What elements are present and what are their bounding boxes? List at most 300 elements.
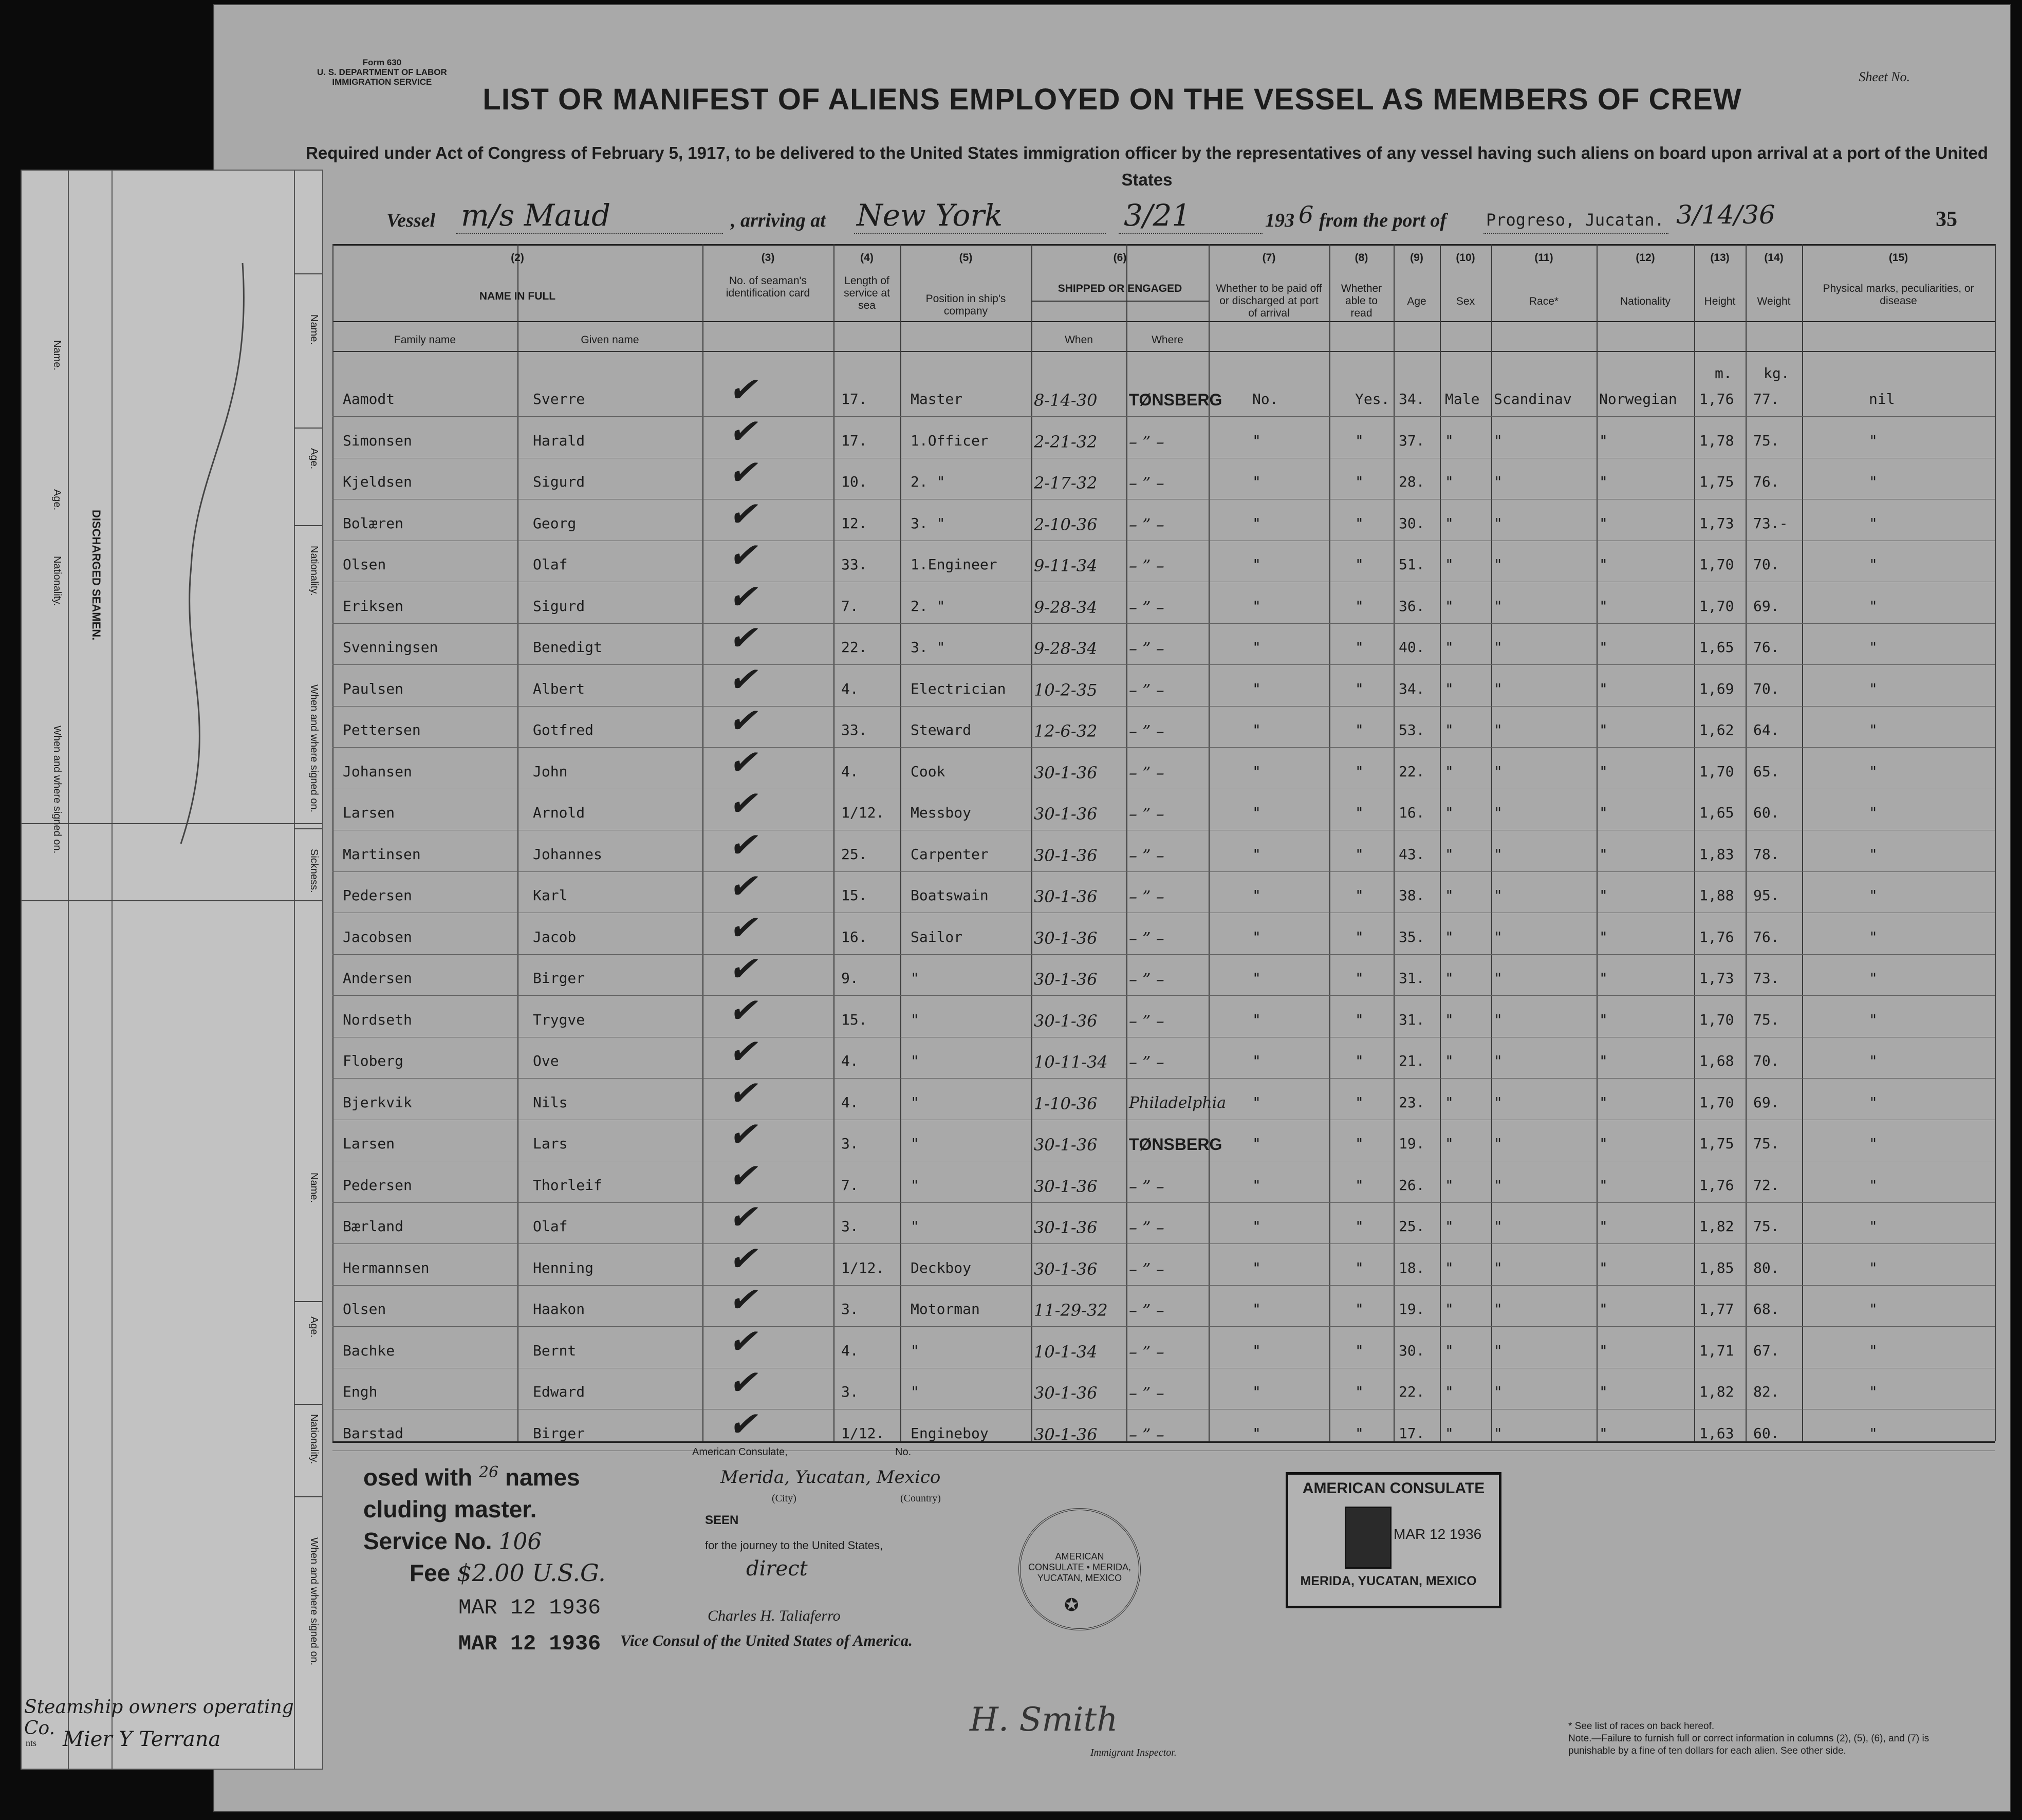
race-cell: "	[1494, 1135, 1502, 1152]
col-8-number: (8)	[1355, 252, 1368, 264]
curve-line-icon	[119, 258, 284, 849]
race-cell: "	[1494, 432, 1502, 449]
height-header: Height	[1704, 295, 1736, 307]
height-cell: 1,69	[1699, 680, 1734, 697]
service-cell: 15.	[841, 887, 867, 904]
able-read-cell: "	[1355, 1383, 1364, 1400]
sex-cell: "	[1445, 597, 1454, 615]
race-cell: "	[1494, 845, 1502, 863]
col-12-number: (12)	[1636, 252, 1655, 264]
sex-cell: "	[1445, 432, 1454, 449]
height-cell: 1,62	[1699, 721, 1734, 738]
race-cell: Scandinav	[1494, 391, 1572, 407]
where-cell: – ” –	[1129, 1259, 1164, 1279]
able-read-cell: "	[1355, 1176, 1364, 1194]
height-cell: 1,73	[1699, 970, 1734, 987]
age-cell: 25.	[1399, 1218, 1425, 1235]
marks-cell: "	[1869, 1093, 1878, 1111]
where-cell: TØNSBERG	[1129, 391, 1222, 409]
where-cell: – ” –	[1129, 597, 1164, 617]
nationality-cell: "	[1599, 928, 1608, 945]
weight-cell: 75.	[1753, 432, 1779, 449]
when-cell: 8-14-30	[1034, 391, 1098, 410]
service-cell: 3.	[841, 1135, 859, 1152]
position-cell: "	[911, 1342, 919, 1359]
service-cell: 4.	[841, 1093, 859, 1111]
position-cell: 3. "	[911, 639, 945, 656]
weight-cell: 67.	[1753, 1342, 1779, 1359]
id-card-check-icon: ✔	[728, 494, 757, 534]
footnotes	[1568, 1720, 1974, 1757]
age-cell: 40.	[1399, 639, 1425, 656]
paid-off-cell: "	[1252, 804, 1261, 821]
document-title: LIST OR MANIFEST OF ALIENS EMPLOYED ON THE VESSEL AS MEMBERS OF CREW	[483, 83, 1742, 116]
position-cell: "	[911, 1383, 919, 1400]
height-cell: 1,70	[1699, 763, 1734, 780]
given-name-cell: Georg	[533, 514, 577, 532]
weight-cell: 60.	[1753, 804, 1779, 821]
race-cell: "	[1494, 887, 1502, 904]
paid-off-cell: "	[1252, 845, 1261, 863]
id-card-check-icon: ✔	[728, 1156, 757, 1196]
fee-label: Fee	[410, 1559, 451, 1586]
marks-cell: "	[1869, 680, 1878, 697]
id-card-check-icon: ✔	[728, 453, 757, 492]
consul-name: Charles H. Taliaferro	[708, 1607, 841, 1624]
family-name-cell: Martinsen	[343, 845, 421, 863]
weight-cell: 73.-	[1753, 514, 1788, 532]
able-read-cell: "	[1355, 432, 1364, 449]
sex-cell: "	[1445, 1383, 1454, 1400]
given-name-cell: Jacob	[533, 928, 577, 945]
race-cell: "	[1494, 680, 1502, 697]
discharged-seamen-flap	[21, 170, 323, 1770]
when-cell: 10-1-34	[1034, 1342, 1098, 1362]
service-cell: 9.	[841, 970, 859, 987]
fee-stamp-icon	[1345, 1507, 1392, 1569]
col-9-number: (9)	[1410, 252, 1423, 264]
agents-prefix: nts	[26, 1738, 37, 1748]
when-cell: 9-11-34	[1034, 556, 1098, 575]
id-card-check-icon: ✔	[728, 990, 757, 1030]
service-cell: 10.	[841, 473, 867, 490]
where-cell: – ” –	[1129, 556, 1164, 575]
given-name-cell: Ove	[533, 1052, 559, 1069]
from-port-label: from the port of	[1319, 210, 1447, 231]
weight-cell: 60.	[1753, 1424, 1779, 1442]
able-read-cell: "	[1355, 1259, 1364, 1276]
position-cell: "	[911, 1093, 919, 1111]
year-suffix: 6	[1298, 201, 1314, 229]
weight-cell: 75.	[1753, 1135, 1779, 1152]
height-cell: 1,83	[1699, 845, 1734, 863]
able-read-header: Whether able to read	[1341, 283, 1382, 319]
height-cell: 1,73	[1699, 514, 1734, 532]
arriving-port: New York	[857, 198, 1003, 233]
marks-header: Physical marks, peculiarities, or disease	[1823, 283, 1974, 307]
service-cell: 1/12.	[841, 1424, 885, 1442]
paid-off-cell: "	[1252, 473, 1261, 490]
department-label: U. S. DEPARTMENT OF LABOR	[317, 67, 447, 77]
family-name-cell: Floberg	[343, 1052, 404, 1069]
age-cell: 23.	[1399, 1093, 1425, 1111]
id-card-check-icon: ✔	[728, 370, 757, 410]
id-card-header: No. of seaman's identification card	[726, 275, 810, 299]
col-5-number: (5)	[959, 252, 973, 264]
when-cell: 30-1-36	[1034, 1176, 1098, 1196]
age-cell: 17.	[1399, 1424, 1425, 1442]
given-name-cell: Lars	[533, 1135, 568, 1152]
nationality-cell: "	[1599, 970, 1608, 987]
weight-cell: 70.	[1753, 1052, 1779, 1069]
height-cell: 1,88	[1699, 887, 1734, 904]
shipped-header: SHIPPED OR ENGAGED	[1058, 283, 1182, 294]
weight-cell: 69.	[1753, 597, 1779, 615]
paid-off-cell: "	[1252, 1218, 1261, 1235]
height-cell: 1,76	[1699, 391, 1734, 407]
given-name-cell: Arnold	[533, 804, 585, 821]
departure-date: 3/14/36	[1676, 200, 1775, 230]
sex-cell: "	[1445, 556, 1454, 573]
when-header: When	[1065, 334, 1093, 346]
where-cell: – ” –	[1129, 639, 1164, 658]
family-name-cell: Larsen	[343, 1135, 395, 1152]
paid-off-cell: "	[1252, 514, 1261, 532]
height-cell: 1,76	[1699, 1176, 1734, 1194]
service-cell: 17.	[841, 432, 867, 449]
consulate-place: Merida, Yucatan, Mexico	[720, 1467, 941, 1488]
service-cell: 33.	[841, 721, 867, 738]
consul-title: Vice Consul of the United States of America.	[620, 1631, 913, 1649]
family-name-cell: Paulsen	[343, 680, 404, 697]
service-cell: 3.	[841, 1383, 859, 1400]
race-cell: "	[1494, 1052, 1502, 1069]
paid-off-cell: "	[1252, 928, 1261, 945]
names-label: names	[505, 1464, 580, 1491]
age-cell: 31.	[1399, 1011, 1425, 1028]
position-cell: Master	[911, 391, 963, 407]
sex-cell: "	[1445, 763, 1454, 780]
given-name-cell: Sverre	[533, 391, 585, 407]
service-cell: 25.	[841, 845, 867, 863]
col-4-number: (4)	[860, 252, 874, 264]
weight-cell: 78.	[1753, 845, 1779, 863]
id-card-check-icon: ✔	[728, 1115, 757, 1154]
family-name-cell: Larsen	[343, 804, 395, 821]
age-cell: 30.	[1399, 514, 1425, 532]
family-name-cell: Nordseth	[343, 1011, 412, 1028]
when-cell: 12-6-32	[1034, 721, 1098, 741]
nationality-cell: "	[1599, 514, 1608, 532]
marks-cell: "	[1869, 721, 1878, 738]
paid-off-cell: "	[1252, 970, 1261, 987]
fee-value: $2.00 U.S.G.	[457, 1559, 606, 1587]
able-read-cell: "	[1355, 556, 1364, 573]
age-cell: 22.	[1399, 1383, 1425, 1400]
age-cell: 28.	[1399, 473, 1425, 490]
age-cell: 21.	[1399, 1052, 1425, 1069]
marks-cell: "	[1869, 1176, 1878, 1194]
sex-cell: "	[1445, 928, 1454, 945]
when-cell: 2-10-36	[1034, 514, 1098, 534]
able-read-cell: "	[1355, 845, 1364, 863]
position-cell: 2. "	[911, 473, 945, 490]
flap-when-where-label: When and where signed on.	[308, 684, 320, 813]
nationality-cell: "	[1599, 1093, 1608, 1111]
nationality-header: Nationality	[1620, 295, 1671, 307]
nationality-cell: "	[1599, 1135, 1608, 1152]
height-cell: 1,85	[1699, 1259, 1734, 1276]
race-cell: "	[1494, 1176, 1502, 1194]
weight-cell: 75.	[1753, 1218, 1779, 1235]
weight-cell: 76.	[1753, 928, 1779, 945]
height-cell: 1,70	[1699, 1011, 1734, 1028]
height-cell: 1,82	[1699, 1218, 1734, 1235]
where-header: Where	[1152, 334, 1183, 346]
id-card-check-icon: ✔	[728, 618, 757, 658]
given-name-cell: Albert	[533, 680, 585, 697]
when-cell: 2-17-32	[1034, 473, 1098, 493]
given-name-cell: Gotfred	[533, 721, 594, 738]
able-read-cell: "	[1355, 887, 1364, 904]
service-cell: 22.	[841, 639, 867, 656]
able-read-cell: "	[1355, 721, 1364, 738]
position-cell: "	[911, 1218, 919, 1235]
marks-cell: "	[1869, 763, 1878, 780]
stamp-date: MAR 12 1936	[1394, 1526, 1482, 1542]
manifest-page	[213, 4, 2011, 1812]
weight-cell: 70.	[1753, 556, 1779, 573]
flap-age-col-label: Age.	[51, 489, 63, 511]
sex-cell: "	[1445, 514, 1454, 532]
weight-cell: 75.	[1753, 1011, 1779, 1028]
col-3-number: (3)	[761, 252, 775, 264]
nationality-cell: Norwegian	[1599, 391, 1677, 407]
age-cell: 18.	[1399, 1259, 1425, 1276]
sex-header: Sex	[1456, 295, 1475, 307]
service-cell: 4.	[841, 763, 859, 780]
service-cell: 7.	[841, 1176, 859, 1194]
sex-cell: "	[1445, 680, 1454, 697]
able-read-cell: "	[1355, 1052, 1364, 1069]
length-service-header: Length of service at sea	[844, 275, 890, 311]
sex-cell: "	[1445, 1301, 1454, 1317]
nationality-cell: "	[1599, 680, 1608, 697]
crew-table	[332, 244, 1995, 1444]
marks-cell: "	[1869, 928, 1878, 945]
age-cell: 51.	[1399, 556, 1425, 573]
age-header: Age	[1407, 295, 1426, 307]
where-cell: – ” –	[1129, 1424, 1164, 1444]
agents-text: Mier Y Terrana	[63, 1728, 221, 1751]
height-unit: m.	[1715, 365, 1732, 382]
family-name-cell: Bolæren	[343, 514, 404, 532]
when-cell: 30-1-36	[1034, 1383, 1098, 1403]
when-cell: 30-1-36	[1034, 1135, 1098, 1155]
paid-off-cell: "	[1252, 1135, 1261, 1152]
age-cell: 31.	[1399, 970, 1425, 987]
arriving-label: , arriving at	[731, 210, 826, 231]
nationality-cell: "	[1599, 432, 1608, 449]
footnote-races: * See list of races on back hereof.	[1568, 1721, 1715, 1732]
weight-cell: 80.	[1753, 1259, 1779, 1276]
where-cell: – ” –	[1129, 1301, 1164, 1320]
position-header: Position in ship's company	[925, 293, 1006, 317]
position-cell: Electrician	[911, 680, 1006, 697]
sex-cell: "	[1445, 887, 1454, 904]
paid-off-cell: "	[1252, 1093, 1261, 1111]
race-cell: "	[1494, 1383, 1502, 1400]
sheet-number-label: Sheet No.	[1859, 69, 1910, 84]
able-read-cell: "	[1355, 1424, 1364, 1442]
marks-cell: "	[1869, 887, 1878, 904]
stamp-date-1: MAR 12 1936	[458, 1595, 601, 1620]
family-name-cell: Pedersen	[343, 887, 412, 904]
marks-cell: "	[1869, 1052, 1878, 1069]
vessel-name: m/s Maud	[461, 198, 611, 233]
race-cell: "	[1494, 1342, 1502, 1359]
height-cell: 1,70	[1699, 597, 1734, 615]
marks-cell: "	[1869, 1259, 1878, 1276]
col-11-number: (11)	[1534, 252, 1553, 264]
consulate-seal	[1018, 1508, 1141, 1630]
nationality-cell: "	[1599, 556, 1608, 573]
id-card-check-icon: ✔	[728, 1404, 757, 1444]
when-cell: 9-28-34	[1034, 597, 1098, 617]
col-2-number: (2)	[511, 252, 524, 264]
where-cell: – ” –	[1129, 432, 1164, 452]
given-name-cell: Olaf	[533, 1218, 568, 1235]
id-card-check-icon: ✔	[728, 866, 757, 906]
id-card-check-icon: ✔	[728, 949, 757, 989]
when-cell: 30-1-36	[1034, 763, 1098, 783]
able-read-cell: "	[1355, 514, 1364, 532]
marks-cell: "	[1869, 597, 1878, 615]
able-read-cell: "	[1355, 763, 1364, 780]
nationality-cell: "	[1599, 1176, 1608, 1194]
inspector-label: Immigrant Inspector.	[1090, 1747, 1177, 1758]
height-cell: 1,75	[1699, 473, 1734, 490]
sex-cell: "	[1445, 1342, 1454, 1359]
family-name-cell: Jacobsen	[343, 928, 412, 945]
id-card-check-icon: ✔	[728, 1032, 757, 1071]
race-cell: "	[1494, 556, 1502, 573]
position-cell: Steward	[911, 721, 972, 738]
where-cell: – ” –	[1129, 763, 1164, 783]
age-cell: 34.	[1399, 391, 1425, 407]
age-cell: 22.	[1399, 763, 1425, 780]
id-card-check-icon: ✔	[728, 1321, 757, 1361]
id-card-check-icon: ✔	[728, 1280, 757, 1320]
flap-nationality-col-label: Nationality.	[51, 556, 63, 606]
position-cell: 1.Engineer	[911, 556, 997, 573]
weight-cell: 95.	[1753, 887, 1779, 904]
where-cell: – ” –	[1129, 1218, 1164, 1237]
paid-off-cell: "	[1252, 1176, 1261, 1194]
page-number: 35	[1936, 208, 1957, 231]
given-name-cell: John	[533, 763, 568, 780]
able-read-cell: "	[1355, 1093, 1364, 1111]
nationality-cell: "	[1599, 597, 1608, 615]
when-cell: 30-1-36	[1034, 1424, 1098, 1444]
col-14-number: (14)	[1764, 252, 1784, 264]
position-cell: "	[911, 1176, 919, 1194]
marks-cell: "	[1869, 970, 1878, 987]
service-cell: 12.	[841, 514, 867, 532]
paid-off-cell: No.	[1252, 391, 1278, 407]
sex-cell: "	[1445, 1135, 1454, 1152]
able-read-cell: "	[1355, 1218, 1364, 1235]
given-name-cell: Bernt	[533, 1342, 577, 1359]
consulate-label: American Consulate,	[692, 1446, 788, 1458]
marks-cell: "	[1869, 1383, 1878, 1400]
position-cell: 3. "	[911, 514, 945, 532]
position-cell: "	[911, 970, 919, 987]
height-cell: 1,82	[1699, 1383, 1734, 1400]
journey-label: for the journey to the United States,	[705, 1539, 883, 1552]
sex-cell: "	[1445, 721, 1454, 738]
able-read-cell: "	[1355, 970, 1364, 987]
marks-cell: "	[1869, 432, 1878, 449]
no-label: No.	[895, 1446, 912, 1458]
race-cell: "	[1494, 514, 1502, 532]
id-card-check-icon: ✔	[728, 411, 757, 451]
closed-label: osed with	[363, 1464, 473, 1491]
fee-line	[410, 1559, 606, 1587]
id-card-check-icon: ✔	[728, 742, 757, 782]
age-cell: 19.	[1399, 1301, 1425, 1317]
marks-cell: "	[1869, 804, 1878, 821]
paid-off-header: Whether to be paid off or discharged at port of arrival	[1216, 283, 1322, 319]
able-read-cell: "	[1355, 680, 1364, 697]
id-card-check-icon: ✔	[728, 784, 757, 823]
name-in-full-header: NAME IN FULL	[479, 290, 556, 302]
flap-when-where-col-label: When and where signed on.	[51, 726, 63, 854]
id-card-check-icon: ✔	[728, 1197, 757, 1237]
seal-text: AMERICAN CONSULATE • MERIDA, YUCATAN, MEXICO	[1028, 1551, 1131, 1583]
where-cell: – ” –	[1129, 1011, 1164, 1031]
when-cell: 30-1-36	[1034, 1259, 1098, 1279]
paid-off-cell: "	[1252, 1424, 1261, 1442]
given-name-cell: Harald	[533, 432, 585, 449]
sex-cell: "	[1445, 970, 1454, 987]
marks-cell: "	[1869, 1135, 1878, 1152]
where-cell: – ” –	[1129, 1176, 1164, 1196]
sex-cell: "	[1445, 1259, 1454, 1276]
where-cell: – ” –	[1129, 1383, 1164, 1403]
service-cell: 17.	[841, 391, 867, 407]
flap-name-label: Name.	[308, 314, 320, 345]
family-name-cell: Engh	[343, 1383, 378, 1400]
sex-cell: "	[1445, 1093, 1454, 1111]
family-name-cell: Bjerkvik	[343, 1093, 412, 1111]
able-read-cell: "	[1355, 597, 1364, 615]
service-cell: 33.	[841, 556, 867, 573]
nationality-cell: "	[1599, 1424, 1608, 1442]
race-cell: "	[1494, 1011, 1502, 1028]
nationality-cell: "	[1599, 845, 1608, 863]
flap-sickness-label: Sickness.	[308, 849, 320, 893]
nationality-cell: "	[1599, 721, 1608, 738]
marks-cell: "	[1869, 1011, 1878, 1028]
height-cell: 1,70	[1699, 1093, 1734, 1111]
where-cell: – ” –	[1129, 473, 1164, 493]
flap-when-where-label-2: When and where signed on.	[308, 1537, 320, 1666]
weight-cell: 65.	[1753, 763, 1779, 780]
city-label: (City)	[772, 1493, 796, 1504]
where-cell: – ” –	[1129, 514, 1164, 534]
id-card-check-icon: ✔	[728, 1363, 757, 1402]
